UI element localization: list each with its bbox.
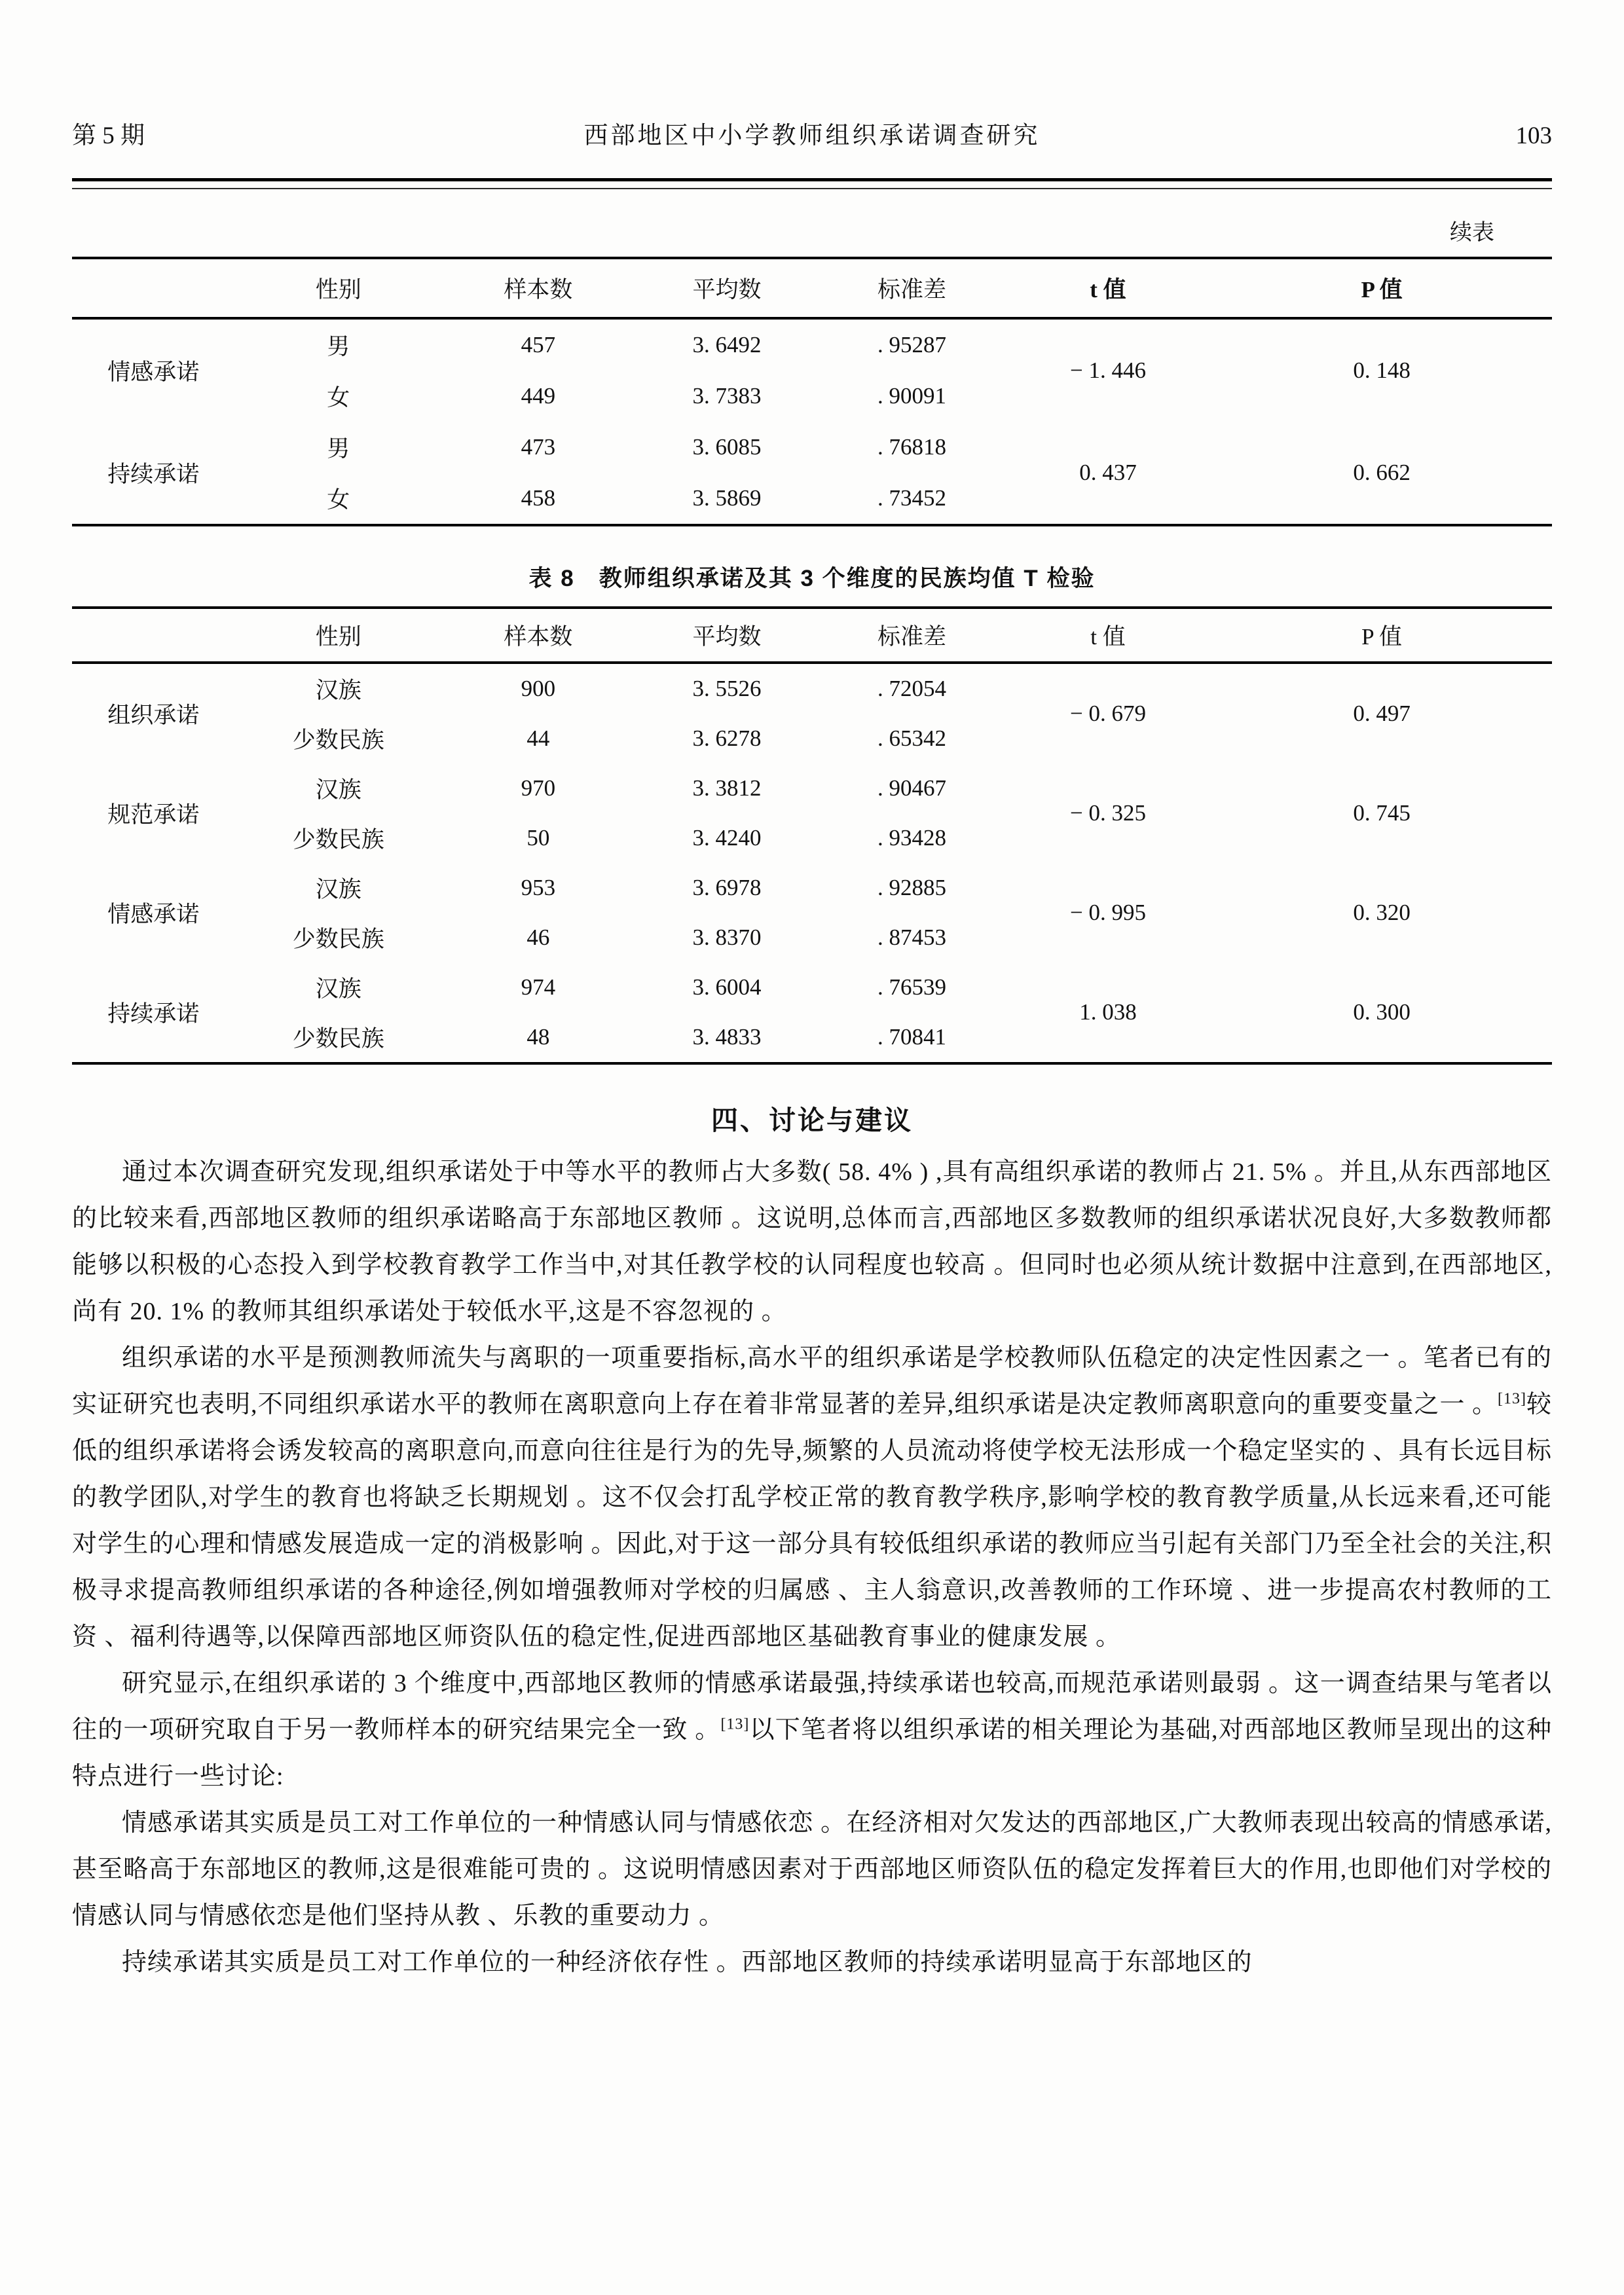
table8-body [72,663,1552,1063]
p-value-cell: 0. 320 [1353,900,1411,925]
group-cell: 少数民族 [292,827,384,853]
table-row [72,963,1552,1012]
group-cell: 女 [327,385,350,411]
column-header: 平均数 [692,277,762,303]
mean-cell: 3. 7383 [692,383,762,409]
table-row [72,422,1552,473]
running-title: 西部地区中小学教师组织承诺调查研究 [583,122,1041,149]
column-header: t 值 [1090,277,1126,303]
sd-cell: . 72054 [877,676,947,701]
row-group-label: 持续承诺 [107,1001,200,1027]
mean-cell: 3. 5526 [692,676,762,701]
paragraph: 持续承诺其实质是员工对工作单位的一种经济依存性 。西部地区教师的持续承诺明显高于东部地区的 [122,1949,1253,1976]
column-header: 标准差 [877,624,947,650]
table8-caption: 表 8 教师组织承诺及其 3 个维度的民族均值 T 检验 [528,566,1096,591]
n-cell: 48 [526,1024,550,1050]
group-cell: 男 [327,334,350,359]
table8-head [72,608,1552,663]
row-group-label: 组织承诺 [107,703,200,728]
table-row [72,863,1552,913]
column-header: P 值 [1361,624,1403,650]
n-cell: 449 [521,383,556,409]
column-header: t 值 [1090,624,1126,650]
n-cell: 974 [521,974,556,1000]
mean-cell: 3. 4833 [692,1024,762,1050]
column-header [72,258,235,318]
mean-cell: 3. 6978 [692,875,762,900]
mean-cell: 3. 5869 [692,485,762,511]
header-row [72,258,1552,318]
citation-superscript: [13] [1497,1390,1526,1408]
n-cell: 473 [521,434,556,460]
group-cell: 汉族 [315,678,361,703]
discussion-paragraphs [72,1149,1552,1986]
n-cell: 953 [521,875,556,900]
sd-cell: . 76818 [877,434,947,460]
group-cell: 汉族 [315,777,361,803]
column-header: 平均数 [692,624,762,650]
column-header: 性别 [315,277,361,303]
citation-superscript: [13] [720,1716,750,1733]
continued-table-body [72,318,1552,525]
group-cell: 少数民族 [292,727,384,753]
t-value-cell: − 1. 446 [1069,358,1146,383]
n-cell: 44 [526,725,550,751]
p-value-cell: 0. 745 [1353,800,1411,826]
column-header [72,608,235,663]
issue-number: 第 5 期 [72,122,145,149]
p-value-cell: 0. 300 [1353,999,1411,1025]
sd-cell: . 90467 [877,775,947,801]
table-row [72,318,1552,371]
group-cell: 女 [327,487,350,513]
n-cell: 970 [521,775,556,801]
n-cell: 457 [521,332,556,358]
mean-cell: 3. 6085 [692,434,762,460]
continued-table-head [72,258,1552,318]
row-group-label: 规范承诺 [107,802,200,828]
sd-cell: . 92885 [877,875,947,900]
mean-cell: 3. 6492 [692,332,762,358]
mean-cell: 3. 8370 [692,925,762,950]
table8 [72,606,1552,1065]
header-row [72,608,1552,663]
column-header: 样本数 [504,277,573,303]
group-cell: 汉族 [315,877,361,902]
n-cell: 900 [521,676,556,701]
n-cell: 458 [521,485,556,511]
page-number: 103 [1515,122,1552,149]
paragraph: 情感承诺其实质是员工对工作单位的一种情感认同与情感依恋 。在经济相对欠发达的西部地区,广大教师表现出较高的情感承诺,甚至略高于东部地区的教师,这是很难能可贵的 。这说明情感因素对于西部地区师资队伍的稳定发挥着巨大的作用,也即他们对学校的情感认同与情感依恋是他们坚持从教 、乐教的重要动力 。 [72,1809,1552,1930]
group-cell: 少数民族 [292,1026,384,1052]
group-cell: 少数民族 [292,927,384,952]
sd-cell: . 95287 [877,332,947,358]
paragraph: 组织承诺的水平是预测教师流失与离职的一项重要指标,高水平的组织承诺是学校教师队伍稳定的决定性因素之一 。笔者已有的实证研究也表明,不同组织承诺水平的教师在离职意向上存在着非常显著的差异,组织承诺是决定教师离职意向的重要变量之一 。[13]较低的组织承诺将会诱发较高的离职意向,而意向往往是行为的先导,频繁的人员流动将使学校无法形成一个稳定坚实的 、具有长远目标的教学团队,对学生的教育也将缺乏长期规划 。这不仅会打乱学校正常的教育教学秩序,影响学校的教育教学质量,从长远来看,还可能对学生的心理和情感发展造成一定的消极影响 。因此,对于这一部分具有较低组织承诺的教师应当引起有关部门乃至全社会的关注,积极寻求提高教师组织承诺的各种途径,例如增强教师对学校的归属感 、主人翁意识,改善教师的工作环境 、进一步提高农村教师的工资 、福利待遇等,以保障西部地区师资队伍的稳定性,促进西部地区基础教育事业的健康发展 。 [72,1344,1552,1651]
continued-table [72,257,1552,526]
mean-cell: 3. 4240 [692,825,762,851]
row-group-label: 持续承诺 [107,462,200,487]
sd-cell: . 65342 [877,725,947,751]
table-row [72,763,1552,813]
row-group-label: 情感承诺 [107,359,200,385]
p-value-cell: 0. 662 [1353,460,1411,485]
t-value-cell: − 0. 679 [1069,701,1146,726]
p-value-cell: 0. 497 [1353,701,1411,726]
column-header: 标准差 [877,277,947,303]
sd-cell: . 73452 [877,485,947,511]
sd-cell: . 76539 [877,974,947,1000]
header-rule [72,178,1552,189]
paragraph: 通过本次调查研究发现,组织承诺处于中等水平的教师占大多数( 58. 4% ) ,具有高组织承诺的教师占 21. 5% 。并且,从东西部地区的比较来看,西部地区教师的组织承诺略高于东部地区教师 。这说明,总体而言,西部地区多数教师的组织承诺状况良好,大多数教师都能够以积极的心态投入到学校教育教学工作当中,对其任教学校的认同程度也较高 。但同时也必须从统计数据中注意到,在西部地区,尚有 20. 1% 的教师其组织承诺处于较低水平,这是不容忽视的 。 [72,1158,1552,1325]
sd-cell: . 90091 [877,383,947,409]
mean-cell: 3. 6004 [692,974,762,1000]
t-value-cell: − 0. 325 [1069,800,1146,826]
p-value-cell: 0. 148 [1353,358,1411,383]
sd-cell: . 70841 [877,1024,947,1050]
t-value-cell: 0. 437 [1079,460,1137,485]
sd-cell: . 87453 [877,925,947,950]
group-cell: 汉族 [315,976,361,1002]
mean-cell: 3. 3812 [692,775,762,801]
row-group-label: 情感承诺 [107,902,200,927]
group-cell: 男 [327,436,350,462]
n-cell: 50 [526,825,550,851]
paragraph: 研究显示,在组织承诺的 3 个维度中,西部地区教师的情感承诺最强,持续承诺也较高,而规范承诺则最弱 。这一调查结果与笔者以往的一项研究取自于另一教师样本的研究结果完全一致 。[13]以下笔者将以组织承诺的相关理论为基础,对西部地区教师呈现出的这种特点进行一些讨论: [72,1670,1552,1790]
column-header: 性别 [315,624,361,650]
page-header [72,0,1552,151]
column-header: P 值 [1361,277,1403,303]
column-header: 样本数 [504,624,573,650]
t-value-cell: − 0. 995 [1069,900,1146,925]
t-value-cell: 1. 038 [1079,999,1137,1025]
table-row [72,663,1552,714]
mean-cell: 3. 6278 [692,725,762,751]
sd-cell: . 93428 [877,825,947,851]
continued-table-label: 续表 [1450,221,1494,245]
section-heading: 四、讨论与建议 [711,1105,913,1135]
n-cell: 46 [526,925,550,950]
